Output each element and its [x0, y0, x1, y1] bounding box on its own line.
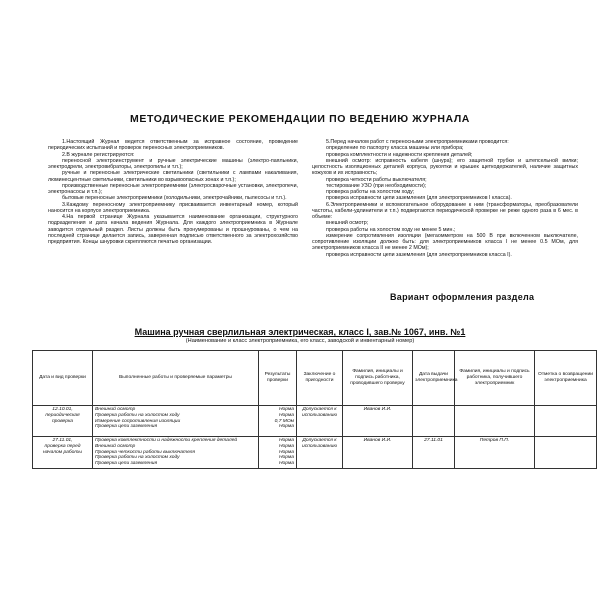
table-header-row [33, 351, 597, 406]
header-conclusion: Заключение о пригодности [297, 351, 343, 406]
instructions-left-column [48, 139, 298, 245]
work-item: Проверка цепи заземления [95, 461, 158, 467]
result-item: Норма [279, 424, 294, 430]
left-paragraph: 3.Каждому переносному электроприемнику присваивается инвентарный номер, который наносится на корпусе электроприемника. [48, 201, 298, 214]
left-paragraph: 2.В журнале регистрируются: [62, 151, 135, 158]
cell-conclusion: Допускается к использованию [297, 437, 343, 469]
header-works: Выполненные работы и проверяемые параметры [93, 351, 259, 406]
work-item: Проверка цепи заземления [95, 424, 158, 430]
date-value: 27.11.01, [52, 438, 73, 443]
result-item: Норма [279, 449, 294, 455]
result-item: Норма [279, 443, 294, 449]
result-item: 0,7 МОм [274, 418, 294, 424]
check-type: проверка перед началом работы [42, 443, 83, 455]
right-paragraph: проверка работы на холостом ходу; [326, 189, 415, 195]
right-paragraph: проверка четкости работы выключателя; [326, 176, 427, 183]
cell-receiver [455, 406, 535, 437]
cell-receiver: Петров П.П. [455, 437, 535, 469]
cell-works [93, 406, 259, 437]
left-paragraph: ручные и переносные электрические светильники (светильники с лампами накаливания, люминесцентные светильники, светильники во взрывоопасных зонах и т.п.); [48, 170, 298, 183]
left-paragraph: 1.Настоящий Журнал ведется ответственным за исправное состояние, проведение периодических испытаний и проверок переносных электроприемников. [48, 139, 298, 152]
machine-title: Машина ручная сверлильная электрическая, класс I, зав.№ 1067, инв. №1 [134, 327, 466, 337]
cell-results [259, 437, 297, 469]
right-paragraph: проверка работы на холостом ходу не менее 5 мин.; [326, 226, 456, 233]
date-value: 12.10.01, [52, 407, 73, 412]
cell-issue-date [413, 406, 455, 437]
cell-results [259, 406, 297, 437]
cell-issue-date: 27.11.01 [413, 437, 455, 469]
work-item: Проверка четкости работы выключателя [95, 449, 196, 455]
header-returned: Отметка о возвращении электроприемника [535, 351, 597, 406]
right-paragraph: внешний осмотр; [326, 220, 369, 227]
right-paragraph: проверка комплектности и надежности крепления деталей; [326, 151, 473, 158]
header-issue-date: Дата выдачи электроприемника [413, 351, 455, 406]
table-row [33, 406, 597, 437]
work-item: Внешний осмотр [95, 443, 136, 449]
cell-date [33, 437, 93, 469]
journal-table [32, 350, 597, 469]
header-results: Результаты проверки [259, 351, 297, 406]
cell-works [93, 437, 259, 469]
work-item: Измерение сопротивления изоляции [95, 418, 181, 424]
right-paragraph: внешний осмотр: исправность кабеля (шнура); его защитной трубки и штепсельной вилки; целостность изоляционных деталей корпуса, рукоятки и крышек щеткодержателей, наличие защитных кожухов и их исправность; [312, 157, 578, 177]
cell-returned [535, 437, 597, 469]
right-paragraph: проверка исправности цепи заземления (для электроприемников I класса). [326, 195, 512, 202]
machine-subtitle: (Наименование и класс электроприемника, его класс, заводской и инвентарный номер) [185, 338, 415, 344]
result-item: Норма [279, 412, 294, 418]
result-item: Норма [279, 455, 294, 461]
right-paragraph: тестирование УЗО (при необходимости); [326, 182, 427, 189]
left-paragraph: бытовые переносные электроприемники (холодильники, электрочайники, пылесосы и т.п.). [62, 195, 287, 202]
table-row [33, 437, 597, 469]
right-paragraph: 6.Электроприемники и вспомогательное оборудование к ним (трансформаторы, преобразователи частоты, кабели-удлинители и т.п.) подвергаются периодической проверке не реже одного раза в 6 мес. в объеме: [312, 201, 578, 220]
header-inspector: Фамилия, инициалы и подпись работника, проводившего проверку [343, 351, 413, 406]
left-paragraph: переносной электроинструмент и ручные электрические машины (электро-паяльники, электродрели, электровибраторы, электропилы и т.п.); [48, 157, 298, 170]
cell-conclusion: Допускается к использованию [297, 406, 343, 437]
cell-returned [535, 406, 597, 437]
right-paragraph: проверка исправности цепи заземления (для электроприемников класса I). [326, 251, 512, 258]
right-paragraph: определение по паспорту класса машины или прибора; [326, 145, 464, 152]
work-item: Проверка комплектности и надежности крепления деталей [95, 438, 238, 443]
result-item: Норма [279, 407, 294, 412]
header-receiver: Фамилия, инициалы и подпись работника, получившего электроприемник [455, 351, 535, 406]
page-title: МЕТОДИЧЕСКИЕ РЕКОМЕНДАЦИИ ПО ВЕДЕНИЮ ЖУРНАЛА [130, 113, 470, 125]
instructions-right-column [312, 139, 578, 258]
check-type: периодическая проверка [45, 412, 80, 424]
cell-inspector: Иванов И.И. [343, 406, 413, 437]
right-paragraph: измерение сопротивления изоляции (мегаомметром на 500 В при включенном выключателе, сопротивление изоляции должно быть: для электроприемников класса I не менее 0.5 МОм, для электроприемников класса II не менее 2 МОм); [312, 232, 578, 252]
work-item: Внешний осмотр [95, 407, 136, 412]
left-paragraph: 4.На первой странице Журнала указывается наименование организации, структурного подразделения и дата начала ведения Журнала. Для каждого электроприемника в Журнале заводится отдельный раздел. Листы должны быть пронумерованы и прошнурованы, о чем на последней странице делается запись, заверенная подписью ответственного за электрохозяйство предприятия. Концы шнуровки скрепляются печатью организации. [48, 214, 298, 245]
header-date: Дата и вид проверки [33, 351, 93, 406]
variant-title: Вариант оформления раздела [390, 292, 535, 302]
work-item: Проверка работы на холостом ходу [95, 412, 180, 418]
work-item: Проверка работы на холостом ходу [95, 455, 180, 461]
right-paragraph: 5.Перед началом работ с переносными электроприемниками проводится: [326, 139, 509, 145]
left-paragraph: производственные переносные электроприемники (электросварочные установки, электропечи, электронасосы и т.п.); [48, 182, 298, 195]
cell-date [33, 406, 93, 437]
cell-inspector: Иванов И.И. [343, 437, 413, 469]
result-item: Норма [279, 461, 294, 467]
result-item: Норма [279, 438, 294, 443]
